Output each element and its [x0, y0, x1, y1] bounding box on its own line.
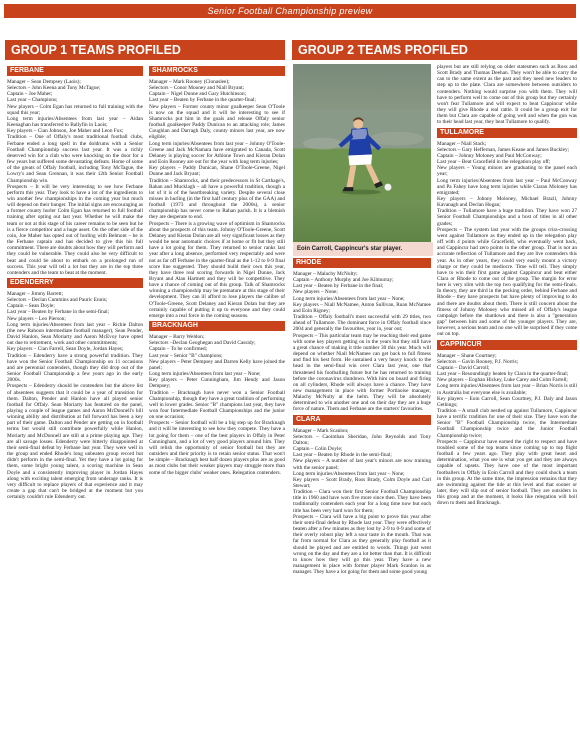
ferbane-para: Prospects – It will be very interesting to see how Ferbane perform this year. They look to have a lot of the ingredients to win another few championships in the coming year but much will depend on their hunger. The initial signs are encouraging as a former county hurler Colm Egan has returned to full football training after opting out last year. Whether he will make the team or not at this stage of his career remains to be seen but he is a fierce competitor and a huge asset. On the other side of the coin, Joe Maher has opted out of hurling with Belmont – he is the Ferbane captain and has decided to give this his full commitment. There are doubts about how they will perform and they could be vulnerable. They could also be very difficult to beat and could be about to embark on a prolonged run of success. This year will tell a lot but they are in the top three contenders and the team to beat at the moment. [7, 183, 143, 276]
bracknagh-para: Key players – Peter Cunningham, Jim Hendy and Jason Dempsey; [149, 377, 285, 390]
rhode-para: Last year – Beaten by Ferbane in the final; [293, 283, 384, 290]
shamrocks-profile [149, 79, 285, 319]
group2-title: GROUP 2 TEAMS PROFILED [292, 40, 577, 60]
bracknagh-para: Manager – Barry Weldon; [149, 334, 205, 341]
clara-continued [437, 64, 577, 126]
shamrocks-para: Long term injuries/Absentees from last year – Johnny O'Toole-Greene and Jack McNamara have emigrated to Canada, Scott Delaney is playing soccer for Athlone Town and Kieran Dolan and Eoin Rooney are out for the year with long term injuries; [149, 140, 285, 166]
rhode-profile [293, 271, 431, 413]
ferbane-para: Key players – Cian Johnson, Joe Maher and Leon Fox; [7, 128, 124, 135]
match-photo [293, 64, 431, 242]
shamrocks-para: Last year – Beaten by Ferbane in the quarter-final; [149, 97, 256, 104]
clara-continued-para: players but are still relying on older statesmen such as Ross and Scott Brady and Thomas Deehan. They won't be able to carry the can to the same extent as the past and they need new leaders to step up to the plate. Clara are somewhere between outsiders to contenders. Nothing would surprise you with them. They will have to perform well to come out of this group but they certainly won't fear Tullamore and will expect to beat Cappincur while they will give Rhode a real rattle. It could be a group exit for them but Clara are capable of going well and when the gun was to their head last year, they beat Tullamore to qualify. [437, 64, 577, 126]
tullamore-para: Long term injuries/Absentees from last year – Paul McConway and Pa Fahey have long term injuries while Ciaran Moloney has emigrated; [437, 177, 577, 196]
bracknagh-para: Long term injuries/Absentees from last year – None; [149, 371, 261, 378]
rhode-para: Long term injuries/Absentees from last year – None; [293, 295, 405, 302]
section-banner: Senior Football Championship preview [4, 4, 576, 18]
clara-profile [293, 428, 431, 576]
football [385, 184, 392, 191]
clara-para: Manager – Mark Scanlon; [293, 427, 349, 434]
tullamore-para: Prospects – The system last year with the groups criss-crossing went against Tullamore as they ended up in the relegation play off with 4 points while Gracefield, who eventually went back, and Cappincur had zero points in the other group. That is not an accurate reflection of Tullamore and they are live contenders this year. As in other years, they could very easily mount a victory charge or they could be mediocre. Time will tell. They simply have to win their first game against Cappincur and beat either Clara or Rhode to come out of the group. The margin for error here is very slim with the top two qualifying for the semi-finals. In theory, they are third in the pecking order, behind Ferbane and Rhode – they have prospects but have plenty of improving to do and there are doubts about them. There is still concern about the fitness of Johnny Moloney who missed all of Offaly's league campaign before the shutdown and there is also a "generation gap" between him and some of the younger players. They are, however, a serious team and no one will be surprised if they come out on top. [437, 226, 577, 338]
ferbane-para: Captain – Joe Maher; [7, 91, 53, 98]
bracknagh-profile [149, 334, 285, 476]
bracknagh-para: Tradition – Bracknagh have never won a Senior Football Championship, though they have a great tradition of performing well in lower grades. Senior "B" champions last year, they have won four Intermediate Football Championships and the junior on one occasion; [149, 389, 285, 421]
edenderry-para: Selectors – Declan Cummins and Pauric Ennis; [7, 297, 108, 304]
rhode-para: Tradition – Offaly football's most successful with 29 titles, two ahead of Tullamore. The dominant force in Offaly football since 2004 and generally the favourites, year in, year out; [293, 314, 431, 333]
edenderry-para: Long term injuries/Absentees from last year – Richie Dalton (the new Rahoon intermediate football manager), Sean Pender, David Hanlon, Sean Moriarty and Aaron McEvoy have opted out due to retirement, work and other commitments; [7, 321, 143, 347]
tullamore-para: Manager – Niall Stack; [437, 140, 487, 147]
rhode-para: New players – None; [293, 289, 338, 296]
cappincur-para: Manager – Shane Courtney; [437, 352, 497, 359]
photo-caption: Eoin Carroll, Cappincur's star player. [293, 242, 433, 256]
team-heading-shamrocks: SHAMROCKS [149, 66, 285, 76]
shamrocks-para: Captain – Nigel Dunne and Gary Hutchinson; [149, 91, 247, 98]
clara-para: Tradition – Clara won their first Senior Football Championship title in 1960 and have won five more since then. They have been traditionally contenders each year for a long time now but each title has been very hard won for them; [293, 489, 431, 514]
shamrocks-para: Key players – Paddy Dunican, Shane O'Toole-Greene, Nigel Dunne and Jack Bryant; [149, 165, 285, 178]
column-2 [149, 64, 285, 729]
edenderry-para: Last year – Beaten by Ferbane in the semi-final; [7, 309, 110, 316]
cappincur-para: Prospects – Cappincur have earned the right to respect and have troubled some of the top teams since coming up to top flight football a few years ago. They play with great heart and determination, what you see is what you get and they are always capable of upsets. They have one of the most important footballers in Offaly in Eoin Carroll and they could shock a team in this group. At the same time, the impression remains that they are swimming against the tide at this level and that sooner or later, they will slip out of senior football. They are outsiders in this group and at the moment, it looks like relegation will boil down to them and Bracknagh. [437, 438, 577, 507]
bracknagh-para: Prospects – Senior football will be a big step up for Bracknagh and it will be interesting to see how they compete. They have a lot going for them – one of the best players in Offaly in Peter Cunningham, and a lot of very good players around him. They will relish the opportunity of senior football but they are outsiders and their priority is to retain senior status. That won't be simple – Bracknagh best half dozen players plus are as good as most clubs but their weaker players may struggle more than some of the bigger clubs' weaker ones. Relegation contenders. [149, 420, 285, 476]
clara-para: Captain – Colin Doyle; [293, 446, 343, 453]
team-heading-cappincur: CAPPINCUR [437, 340, 577, 350]
cappincur-profile [437, 353, 577, 507]
photo-illustration [293, 64, 431, 242]
clara-para: Selectors – Caoimhan Sheridan, John Reynolds and Tony Dalton; [293, 433, 431, 446]
tullamore-para: Selectors – Gary Heffernan, James Keane and James Buckley; [437, 146, 570, 153]
cappincur-para: Last year – Resoundingly beaten by Clara in the quarter-final; [437, 371, 569, 378]
shamrocks-para: Prospects – There is a growing wave of optimism in Shamrocks about the prospects of this team. Johnny O'Toole-Greene, Scott Delaney and Kieran Dolan are all very significant losses as they would be near automatic choices if at home or fit but they still have a lot going for them. They returned to senior ranks last year after a long absence, performed very respectably and were not as far off Ferbane in the quarter-final as the 1-12 to 0-9 final score line suggested. They should build their own this year, they have three real scoring forwards in Nigel Dunne, Jack Bryant and Alan Hartnett and they will be competitive. They have a chance of coming out of this group. Talk of Shamrocks winning a championship may be premature at this stage of their development. They can ill afford to lose players the calibre of O'Toole-Greene, Scott Delaney and Kieran Dolan but they are certainly capable of putting it up to everyone and they could emerge into a real force in the coming seasons. [149, 220, 285, 319]
team-heading-clara: CLARA [293, 415, 431, 425]
shamrocks-para: Manager – Mark Rooney (Clonaslee); [149, 79, 230, 85]
team-heading-edenderry: EDENDERRY [7, 278, 143, 288]
clara-para: New players – A number of last year's minors are now training with the senior panel; [293, 458, 431, 471]
edenderry-para: Manager – Jimmy Barrett; [7, 291, 64, 297]
shamrocks-para: Selectors – Conor Mooney and Niall Bryant; [149, 85, 245, 92]
cappincur-para: Key players – Eoin Carroll, Sean Courtney, P.J. Daly and Jason Gethings; [437, 395, 577, 408]
ferbane-para: Manager – Sean Dempsey (Laois); [7, 79, 81, 85]
cappincur-para: New players – Eoghan Hickey, Luke Carey and Colm Farrell; [437, 377, 568, 384]
edenderry-para: Tradition – Edenderry have a strong powerful tradition. They have won the Senior Football Championship on 11 occasions and are perennial contenders, though they did drop out of the Senior Football Championship a few years ago in the early 2000s. [7, 352, 143, 384]
tullamore-para: Last year – Beat Gracefield in the relegation play off; [437, 159, 551, 166]
clara-para: Key players – Scott Brady, Ross Brady, Colm Doyle and Carl Stewart; [293, 476, 431, 489]
column-3 [293, 64, 431, 729]
ferbane-para: Long term injuries/Absentees from last year – Aidan Keenaghan has transferred to Ballyfin in Laois; [7, 115, 143, 129]
team-heading-bracknagh: BRACKNAGH [149, 321, 285, 331]
rhode-para: Manager – Malachy McNulty; [293, 271, 358, 277]
shamrocks-para: Tradition – Shamrocks, and their predecessors in St Carthage's, Rahan and Mucklagh – all have a powerful tradition, though a lot of it is of the heartbreaking variety. Despite several close misses in hurling (in the first half century plus of the GAA) and football (1973 and throughout the 2000s), a senior championship has never come to Rahan parish. It is a blemish they are desperate to end. [149, 177, 285, 221]
rhode-para: Captain – Anthony Murphy and Joe Kilmurray; [293, 277, 394, 284]
ferbane-para: Tradition – One of Offaly's most traditional football clubs, Ferbane ended a long spell in the doldrums with a Senior Football Championship success last year. It was a richly deserved win for a club who were knocking on the door for a few years but suffered some devastating defeats. Home of some of the greats of Offaly football, including Tony McTague, the Lowry's and Sean Grennan, it was their 12th Senior Football Championship win. [7, 134, 143, 184]
shamrocks-para: New players – Former county minor goalkeeper Sean O'Toole is now on the squad and it will be interesting to see if Shamrocks put him in the goals and release Offaly senior football goalkeeper Paddy Dunican to an attacking role; James Coughlan and Darragh Daly, county minors last year, are now eligible; [149, 103, 285, 141]
cappincur-para: Tradition – A small club nestled up against Tullamore, Cappincur have a terrific tradition for one of their size. They have won the Senior "B" Football Championship twice, the Intermediate Football Championship twice and the Junior Football Championship twice; [437, 407, 577, 439]
edenderry-para: Key players – Cian Farrell, Sean Doyle, Jordan Hayes; [7, 346, 124, 353]
clara-para: Long term injuries/Absentees from last year – None; [293, 470, 405, 477]
edenderry-para: Captain – Sean Doyle; [7, 303, 55, 310]
clara-para: Last year – Beaten by Rhode in the semi-final; [293, 452, 392, 459]
bracknagh-para: Selectors –Declan Geoghegan and David Cassidy; [149, 340, 256, 347]
column-1 [7, 64, 143, 729]
tullamore-para: Tradition – Tullamore have a huge tradition. They have won 27 Senior Football Championships and a host of titles in all other grades; [437, 208, 577, 227]
ferbane-para: New players – Colm Egan has returned to full training with the squad this year; [7, 103, 143, 116]
team-heading-ferbane: FERBANE [7, 66, 143, 76]
ferbane-profile [7, 79, 143, 276]
group1-title: GROUP 1 TEAMS PROFILED [5, 40, 285, 60]
cappincur-para: Selectors – Gavin Rooney, P.J. Norris; [437, 358, 519, 365]
rhode-para: Key players – Niall McNamee, Anton Sullivan, Ruan McNamee and Eoin Rigney; [293, 301, 431, 314]
column-4 [437, 64, 577, 729]
edenderry-para: New players – Leo Pierson; [7, 315, 66, 322]
team-heading-tullamore: TULLAMORE [437, 128, 577, 138]
edenderry-para: Prospects – Edenderry should be contenders but the above list of absentees suggests that it could be a year of transition for them. Dalton, Pender and Hanlon have all played senior football for Offaly. Sean Moriarty has featured on the panel, playing a couple of league games and Aaron McDonnell's hill winning ability and distribution at full forward has been a key part of their game. Dalton and Pender are getting on in football terms but would still contribute powerfully while Hanlon, Moriarty and McDonnell are still at a prime playing age. They are all savage losses. Edenderry were bitterly disappointed at their semi-final defeat by Ferbane last year. They were well in the group and ended Rhode's long unbeaten group record but didn't perform in the semi-final. Yet they have a lot going for them, some bright young talent, a scoring machine in Sean Doyle and a consistently improving player in Jordan Hayes along with exciting talent emerging from underage ranks. It is very difficult to replace players of that experience and it may create a gap that can't be bridged at the moment but you certainly couldn't rule Edenderry out. [7, 383, 143, 501]
edenderry-profile [7, 291, 143, 500]
bracknagh-para: Last year – Senior "B" champions; [149, 352, 223, 359]
ferbane-para: Last year – Champions; [7, 97, 58, 104]
tullamore-para: Key players – Johnny Moloney, Michael Brazil, Johnny Kavanagh and Declan Hogan; [437, 195, 577, 209]
cappincur-para: Captain – David Carroll; [437, 364, 490, 371]
ferbane-para: Selectors – John Keena and Tony McTague; [7, 85, 101, 92]
cappincur-para: Long term injuries/Absentees from last year – Brian Norris is still in Australia but everyone else is available; [437, 383, 577, 396]
clara-para: Prospects – Clara will have a big point to prove this year after their semi-final defeat by Rhode last year. They were effectively beaten after a few minutes as they lost by 2-9 to 0-9 and some of their overly robust play left a sour taste in the mouth. That was far from normal for Clara as they generally play football as it should be played and are entitled to words. Things just went wrong on the day and they are a lot better than that. It is difficult to know how they will go this year. They have a new management in place with former player Mark Scanlon in as manager. They have a lot going for them and some good young [293, 513, 431, 576]
tullamore-profile [437, 141, 577, 338]
rhode-para: Prospects – This particular team may be reaching their end game with some key players getting on in the years but they still have a great chance of making it title number 30 this year. Much will depend on whether Niall McNamee can get back to full fitness and find his best form. He sustained a very heavy knock to the head in the semi-final win over Clara last year, one that threatened his footballing future but he has returned to training before the coronavirus shutdown. With him on board and firing on all cylinders, Rhode will always have a chance. They have new management in place with former Portlaoise manager, Malachy McNulty at the helm. They will be absolutely determined to win another one and on their day they are a huge force of nature. Them and Ferbane are the starters' favourites. [293, 332, 431, 413]
tullamore-para: New players – Young minors are graduating to the panel each year; [437, 165, 577, 178]
bracknagh-para: New players – Peter Dempsey and Darren Kelly have joined the panel; [149, 358, 285, 371]
bracknagh-para: Captain – To be confirmed; [149, 346, 208, 353]
column-3-text [293, 258, 431, 575]
team-heading-rhode: RHODE [293, 258, 431, 268]
tullamore-para: Captain – Johnny Moloney and Paul McConway; [437, 152, 542, 159]
